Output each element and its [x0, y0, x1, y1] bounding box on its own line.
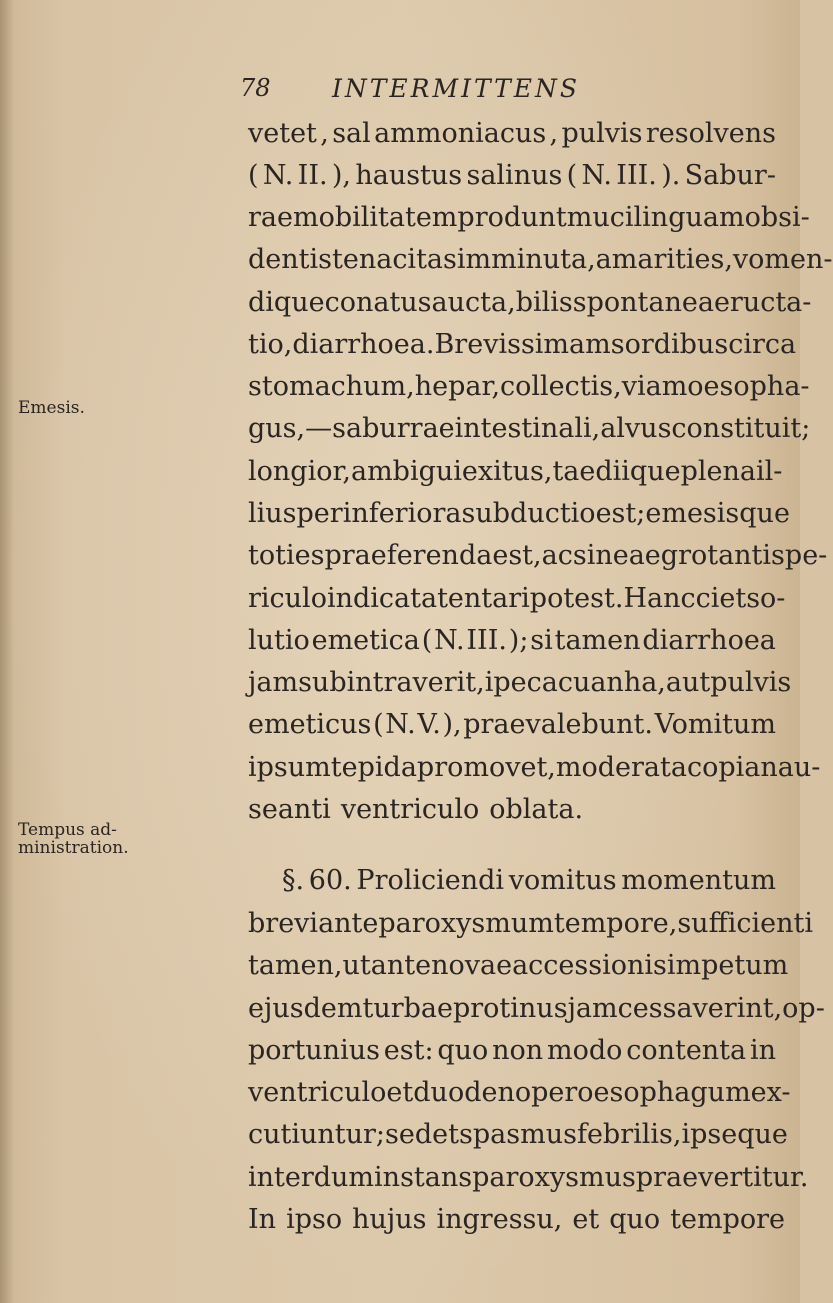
word: ut: [342, 950, 371, 981]
text-line: [248, 325, 797, 365]
word: quo: [437, 1035, 489, 1066]
word: et: [432, 1119, 459, 1150]
word: salinus: [466, 160, 563, 191]
word: sal: [332, 118, 371, 149]
margin-note-emesis: Emesis.: [18, 398, 85, 418]
text-line: [248, 156, 776, 196]
word: riculo: [248, 583, 327, 614]
word: mobilitatem: [292, 202, 458, 233]
word: §.: [282, 865, 305, 896]
word: gus,: [248, 413, 306, 444]
word: et: [386, 1077, 414, 1108]
word: seanti: [248, 794, 331, 825]
word: est,: [492, 540, 542, 571]
word: In: [248, 1204, 277, 1235]
word: Vomitum: [654, 709, 776, 740]
word: tio,: [248, 329, 293, 360]
word: ante: [370, 950, 432, 981]
word: ).: [661, 160, 681, 191]
word: viam: [621, 371, 688, 402]
word: emetica: [311, 625, 420, 656]
word: tenacitas: [332, 244, 457, 275]
text-line: [248, 494, 790, 534]
word: instans: [374, 1162, 473, 1193]
text-line: [248, 790, 776, 830]
word: ),: [331, 160, 352, 191]
word: taediique: [552, 456, 681, 487]
text-line: [248, 114, 776, 154]
word: N.: [434, 625, 465, 656]
word: (: [373, 709, 384, 740]
word: tepida: [330, 752, 417, 783]
word: longior,: [248, 456, 351, 487]
word: praeferenda: [324, 540, 493, 571]
word: paroxysmum: [378, 908, 554, 939]
word: ex-: [750, 1077, 791, 1108]
word: lius: [248, 498, 297, 529]
word: N.: [262, 160, 294, 191]
word: vomitus: [508, 865, 617, 896]
word: N.: [581, 160, 612, 191]
word: Brevissimam: [434, 329, 611, 360]
word: diarrhoea.: [292, 329, 435, 360]
page-number: 78: [240, 74, 271, 102]
word: portunius: [248, 1035, 380, 1066]
word: quo: [609, 1204, 661, 1235]
word: tamen: [554, 625, 641, 656]
word: accessionis: [512, 950, 667, 981]
word: stomachum,: [248, 371, 415, 402]
word: sine: [572, 540, 629, 571]
word: ,: [320, 118, 329, 149]
word: linguam: [633, 202, 745, 233]
text-line: [248, 1200, 786, 1240]
word: per: [531, 1077, 578, 1108]
word: eructa-: [713, 287, 812, 318]
word: ),: [442, 709, 462, 740]
text-line: [248, 1031, 776, 1071]
word: est;: [595, 498, 646, 529]
word: (: [248, 160, 259, 191]
word: in: [749, 1035, 776, 1066]
word: tempore,: [553, 908, 678, 939]
word: ipsum: [248, 752, 331, 783]
word: modo: [546, 1035, 623, 1066]
word: turbae: [362, 993, 453, 1024]
word: duodeno: [413, 1077, 532, 1108]
word: ;: [801, 413, 811, 444]
word: spontanea: [572, 287, 714, 318]
text-line: [248, 579, 786, 619]
word: (: [566, 160, 578, 191]
word: saburrae: [332, 413, 455, 444]
word: intestinali,: [454, 413, 601, 444]
word: III.: [466, 625, 507, 656]
text-line: [248, 1158, 809, 1198]
word: per: [296, 498, 343, 529]
word: sufficienti: [677, 908, 814, 939]
word: protinus: [452, 993, 568, 1024]
word: paroxysmus: [472, 1162, 636, 1193]
word: praevalebunt.: [463, 709, 653, 740]
word: moderata: [555, 752, 687, 783]
word: cutiuntur;: [248, 1119, 386, 1150]
word: V.: [417, 709, 441, 740]
text-line: [248, 283, 812, 323]
word: III.: [616, 160, 657, 191]
word: ipecacuanha,: [484, 667, 666, 698]
text-line: [248, 240, 833, 280]
word: plena: [680, 456, 756, 487]
text-line: [248, 1073, 791, 1113]
word: contenta: [626, 1035, 747, 1066]
word: novae: [431, 950, 513, 981]
word: vetet: [248, 118, 317, 149]
word: lutio: [248, 625, 310, 656]
word: pe-: [784, 540, 828, 571]
word: ipso: [286, 1204, 343, 1235]
margin-note-tempus-line-1: Tempus ad-: [18, 820, 117, 840]
word: );: [508, 625, 529, 656]
word: il-: [755, 456, 783, 487]
word: oesophagum: [577, 1077, 751, 1108]
word: jam: [567, 993, 618, 1024]
word: impetum: [666, 950, 789, 981]
word: potest.: [529, 583, 624, 614]
word: rae: [248, 202, 293, 233]
word: ammoniacus: [374, 118, 547, 149]
word: copia: [686, 752, 761, 783]
word: haustus: [355, 160, 463, 191]
word: dentis: [248, 244, 332, 275]
word: interdum: [248, 1162, 375, 1193]
text-line: [282, 861, 776, 901]
text-line: [248, 748, 821, 788]
running-title: INTERMITTENS: [332, 74, 581, 103]
word: —: [305, 413, 333, 444]
word: sordibus: [610, 329, 729, 360]
word: circa: [728, 329, 797, 360]
word: amarities,: [595, 244, 733, 275]
word: pulvis: [561, 118, 643, 149]
word: praevertitur.: [635, 1162, 809, 1193]
word: momentum: [621, 865, 776, 896]
text-line: [248, 409, 811, 449]
word: produnt: [457, 202, 567, 233]
word: alvus: [600, 413, 672, 444]
word: bilis: [515, 287, 573, 318]
word: brevi: [248, 908, 319, 939]
word: Hanc: [623, 583, 696, 614]
word: 60.: [308, 865, 352, 896]
word: subintraverit,: [298, 667, 485, 698]
word: inferiora: [342, 498, 462, 529]
page-edge-shadow: [0, 0, 14, 1303]
text-line: [248, 198, 810, 238]
word: II.: [297, 160, 328, 191]
word: spasmus: [459, 1119, 577, 1150]
word: cessaverint,: [617, 993, 783, 1024]
word: subductio: [461, 498, 596, 529]
text-line: [248, 452, 783, 492]
word: ventriculo: [248, 1077, 387, 1108]
word: ejusdem: [248, 993, 363, 1024]
word: si: [530, 625, 553, 656]
word: ventriculo: [340, 794, 480, 825]
word: emeticus: [248, 709, 372, 740]
word: nau-: [760, 752, 821, 783]
text-line: [248, 705, 776, 745]
word: ante: [318, 908, 379, 939]
word: ,: [549, 118, 559, 149]
text-line: [248, 367, 810, 407]
text-line: [248, 663, 792, 703]
word: N.: [385, 709, 416, 740]
text-line: [248, 946, 789, 986]
word: hujus: [352, 1204, 427, 1235]
text-line: [248, 989, 825, 1029]
word: ac: [541, 540, 573, 571]
word: ambigui: [350, 456, 462, 487]
word: collectis,: [500, 371, 622, 402]
word: muci: [566, 202, 634, 233]
word: (: [421, 625, 433, 656]
word: indicata: [326, 583, 438, 614]
word: conatus: [324, 287, 432, 318]
word: dique: [248, 287, 325, 318]
word: est:: [383, 1035, 434, 1066]
word: et: [572, 1204, 600, 1235]
word: constituit: [671, 413, 802, 444]
text-line: [248, 904, 814, 944]
word: oesopha-: [687, 371, 810, 402]
text-line: [248, 621, 776, 661]
word: ingressu,: [436, 1204, 563, 1235]
word: obsi-: [744, 202, 810, 233]
text-line: [248, 536, 828, 576]
word: ciet: [695, 583, 747, 614]
word: pulvis: [710, 667, 792, 698]
text-line: [248, 1115, 788, 1155]
word: vomen-: [732, 244, 833, 275]
word: promovet,: [416, 752, 556, 783]
word: toties: [248, 540, 325, 571]
word: diarrhoea: [642, 625, 776, 656]
word: tempore: [670, 1204, 786, 1235]
word: hepar,: [414, 371, 501, 402]
word: non: [492, 1035, 544, 1066]
margin-note-tempus-line-2: ministration.: [18, 838, 129, 858]
word: resolvens: [645, 118, 776, 149]
word: aucta,: [431, 287, 516, 318]
word: tentari: [437, 583, 530, 614]
word: aut: [665, 667, 711, 698]
word: oblata.: [489, 794, 584, 825]
word: aegrotantis: [628, 540, 785, 571]
word: sed: [385, 1119, 433, 1150]
word: op-: [782, 993, 825, 1024]
page-header: [240, 74, 660, 104]
word: Proliciendi: [356, 865, 505, 896]
word: tamen,: [248, 950, 343, 981]
word: febrilis,: [576, 1119, 682, 1150]
word: jam: [248, 667, 299, 698]
word: imminuta,: [456, 244, 596, 275]
word: Sabur-: [684, 160, 776, 191]
word: so-: [746, 583, 786, 614]
word: emesisque: [645, 498, 790, 529]
word: exitus,: [461, 456, 553, 487]
word: ipseque: [681, 1119, 788, 1150]
